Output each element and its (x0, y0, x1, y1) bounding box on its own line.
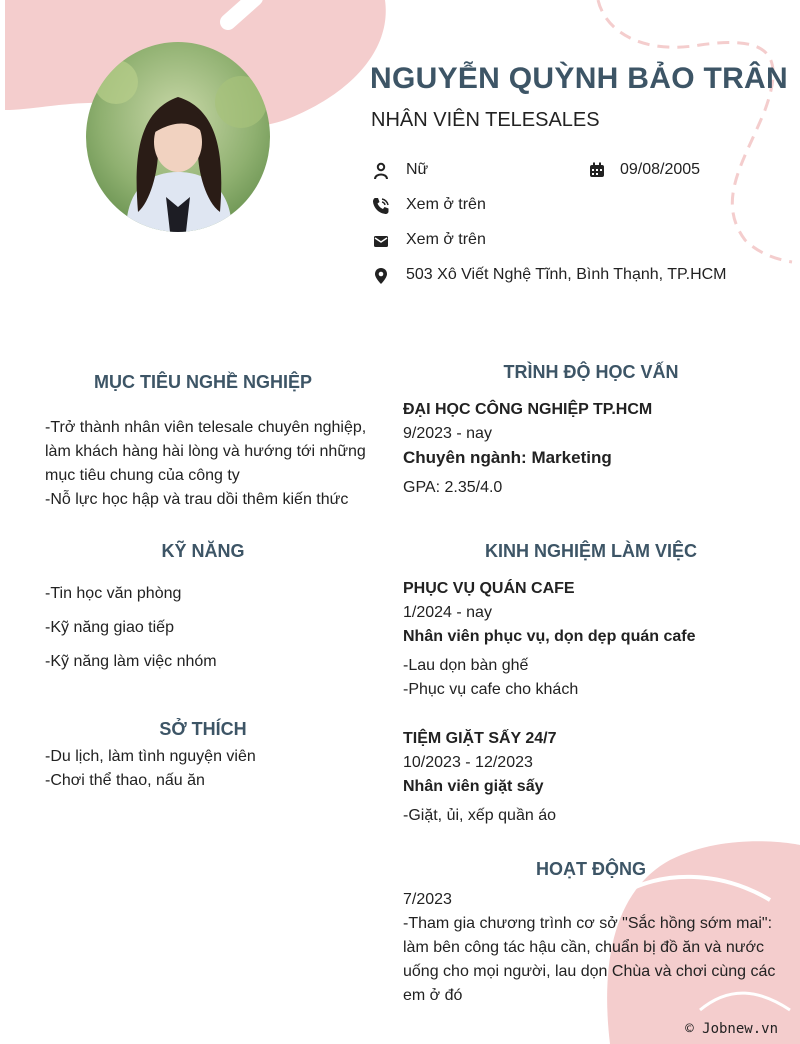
job-tasks (403, 654, 578, 702)
experience-title: KINH NGHIỆM LÀM VIỆC (484, 541, 697, 561)
skill-item: -Tin học văn phòng (45, 585, 182, 602)
skill-item: -Kỹ năng giao tiếp (45, 619, 174, 636)
job-company: PHỤC VỤ QUÁN CAFE (403, 580, 575, 597)
candidate-name: NGUYỄN QUỲNH BẢO TRÂN (370, 62, 788, 95)
skill-item: -Kỹ năng làm việc nhóm (45, 653, 217, 670)
phone-icon (372, 197, 390, 215)
job-period: 1/2024 - nay (403, 604, 492, 621)
email-value: Xem ở trên (406, 231, 486, 248)
job-company: TIỆM GIẶT SẤY 24/7 (403, 730, 557, 747)
job-task: -Phục vụ cafe cho khách (403, 681, 579, 698)
job-role: Nhân viên giặt sấy (403, 778, 544, 795)
activity-line: làm bên công tác hậu cần, chuẩn bị đồ ăn và nước (403, 939, 764, 956)
activity-line: uống cho mọi người, lau dọn Chùa và chơi cùng các (403, 963, 776, 980)
education-gpa: GPA: 2.35/4.0 (403, 479, 503, 496)
hobbies-title: SỞ THÍCH (159, 719, 247, 739)
hobbies-text (45, 745, 256, 793)
person-icon (372, 162, 390, 180)
job-period: 10/2023 - 12/2023 (403, 754, 533, 771)
objective-text (45, 416, 366, 512)
objective-line: làm khách hàng hài lòng và hướng tới những (45, 443, 366, 460)
gender-value: Nữ (406, 161, 429, 178)
education-major: Chuyên ngành: Marketing (403, 448, 612, 467)
education-period: 9/2023 - nay (403, 425, 492, 442)
objective-line: -Trở thành nhân viên telesale chuyên nghiệp, (45, 419, 367, 436)
calendar-icon (589, 162, 605, 178)
location-icon (372, 267, 390, 285)
job-role: Nhân viên phục vụ, dọn dẹp quán cafe (403, 628, 696, 645)
skills-title: KỸ NĂNG (161, 541, 245, 561)
job-title: NHÂN VIÊN TELESALES (371, 109, 600, 131)
objective-line: -Nỗ lực học hập và trau dồi thêm kiến thức (45, 491, 349, 508)
activity-line: em ở đó (403, 987, 463, 1004)
activity-text (403, 912, 775, 1008)
hobby-item: -Chơi thể thao, nấu ăn (45, 772, 205, 789)
email-icon (372, 232, 390, 250)
activities-title: HOẠT ĐỘNG (536, 859, 646, 879)
activity-date: 7/2023 (403, 891, 452, 908)
avatar (86, 42, 270, 232)
phone-value: Xem ở trên (406, 196, 486, 213)
copyright-text: © Jobnew.vn (685, 1021, 778, 1037)
job-task: -Giặt, ủi, xếp quần áo (403, 807, 556, 824)
birthdate-value: 09/08/2005 (620, 161, 701, 178)
hobby-item: -Du lịch, làm tình nguyện viên (45, 748, 256, 765)
objective-line: mục tiêu chung của công ty (45, 467, 240, 484)
address-value: 503 Xô Viết Nghệ Tĩnh, Bình Thạnh, TP.HCM (406, 266, 727, 283)
school-name: ĐẠI HỌC CÔNG NGHIỆP TP.HCM (403, 401, 653, 418)
activity-line: -Tham gia chương trình cơ sở "Sắc hồng sớm mai": (403, 915, 773, 932)
job-task: -Lau dọn bàn ghế (403, 657, 529, 674)
objective-title: MỤC TIÊU NGHỀ NGHIỆP (93, 372, 312, 392)
education-title: TRÌNH ĐỘ HỌC VẤN (503, 362, 679, 382)
